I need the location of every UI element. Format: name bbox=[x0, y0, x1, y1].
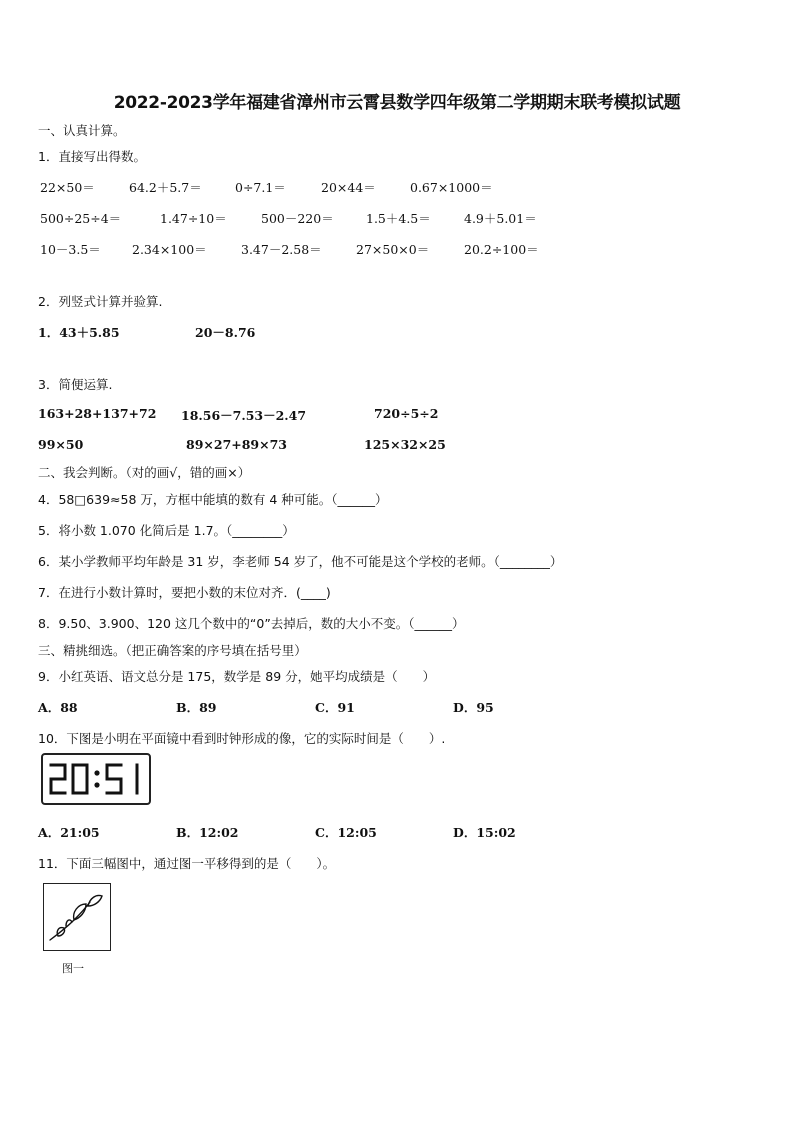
question-1-label: 1．直接写出得数。 bbox=[38, 149, 146, 164]
figure-1-caption: 图一 bbox=[62, 962, 84, 975]
calc-r2-c5: 4.9＋5.01＝ bbox=[464, 211, 537, 226]
simplify-r1-c1: 163+28+137+72 bbox=[38, 406, 157, 421]
judge-item-4: 4．58□639≈58 万，方框中能填的数有 4 种可能。（______） bbox=[38, 492, 388, 507]
calc-r1-c5: 0.67×1000＝ bbox=[410, 180, 493, 195]
judge-item-8: 8．9.50、3.900、120 这几个数中的“0”去掉后，数的大小不变。（______） bbox=[38, 616, 465, 631]
calc-r1-c4: 20×44＝ bbox=[321, 180, 376, 195]
q10-option-d: D．15:02 bbox=[453, 825, 516, 840]
calc-r2-c2: 1.47÷10＝ bbox=[160, 211, 227, 226]
figure-1-box bbox=[43, 883, 111, 951]
question-9-text: 9．小红英语、语文总分是 175，数学是 89 分，她平均成绩是（ ） bbox=[38, 669, 436, 684]
simplify-r2-c3: 125×32×25 bbox=[364, 437, 446, 452]
q9-option-a: A．88 bbox=[38, 700, 78, 715]
mirror-clock-image bbox=[41, 753, 151, 805]
judge-item-5: 5．将小数 1.070 化简后是 1.7。（________） bbox=[38, 523, 295, 538]
section-3-heading: 三、精挑细选。（把正确答案的序号填在括号里） bbox=[38, 643, 307, 658]
calc-r2-c1: 500÷25÷4＝ bbox=[40, 211, 122, 226]
question-2-label: 2．列竖式计算并验算. bbox=[38, 294, 163, 309]
simplify-r2-c1: 99×50 bbox=[38, 437, 84, 452]
judge-item-6: 6．某小学教师平均年龄是 31 岁，李老师 54 岁了，他不可能是这个学校的老师。（________） bbox=[38, 554, 563, 569]
question-10-text: 10．下图是小明在平面镜中看到时钟形成的像，它的实际时间是（ ）. bbox=[38, 731, 446, 746]
q9-option-d: D．95 bbox=[453, 700, 494, 715]
simplify-r1-c3: 720÷5÷2 bbox=[374, 406, 439, 421]
q10-option-c: C．12:05 bbox=[315, 825, 377, 840]
q9-option-c: C．91 bbox=[315, 700, 355, 715]
calc-r3-c5: 20.2÷100＝ bbox=[464, 242, 539, 257]
calc-r2-c3: 500－220＝ bbox=[261, 211, 334, 226]
calc-r1-c3: 0÷7.1＝ bbox=[235, 180, 286, 195]
simplify-r2-c2: 89×27+89×73 bbox=[186, 437, 288, 452]
question-11-text: 11．下面三幅图中，通过图一平移得到的是（ ）。 bbox=[38, 856, 336, 871]
vertical-calc-2: 20－8.76 bbox=[195, 325, 256, 340]
q9-option-b: B．89 bbox=[176, 700, 217, 715]
vertical-calc-1: 1．43＋5.85 bbox=[38, 325, 120, 340]
q10-option-a: A．21:05 bbox=[38, 825, 100, 840]
calc-r3-c2: 2.34×100＝ bbox=[132, 242, 207, 257]
judge-item-7: 7．在进行小数计算时，要把小数的末位对齐．(____) bbox=[38, 585, 331, 600]
simplify-r1-c2: 18.56－7.53－2.47 bbox=[181, 408, 307, 423]
section-1-heading: 一、认真计算。 bbox=[38, 123, 126, 138]
clock-digits-icon bbox=[43, 755, 149, 803]
leaf-sprig-icon bbox=[44, 884, 109, 949]
page-title: 2022-2023学年福建省漳州市云霄县数学四年级第二学期期末联考模拟试题 bbox=[113, 93, 681, 113]
calc-r1-c1: 22×50＝ bbox=[40, 180, 95, 195]
q10-option-b: B．12:02 bbox=[176, 825, 239, 840]
calc-r1-c2: 64.2＋5.7＝ bbox=[129, 180, 202, 195]
calc-r2-c4: 1.5＋4.5＝ bbox=[366, 211, 431, 226]
section-2-heading: 二、我会判断。（对的画√，错的画×） bbox=[38, 465, 251, 480]
calc-r3-c3: 3.47－2.58＝ bbox=[241, 242, 322, 257]
calc-r3-c1: 10－3.5＝ bbox=[40, 242, 101, 257]
question-3-label: 3．简便运算. bbox=[38, 377, 113, 392]
calc-r3-c4: 27×50×0＝ bbox=[356, 242, 430, 257]
